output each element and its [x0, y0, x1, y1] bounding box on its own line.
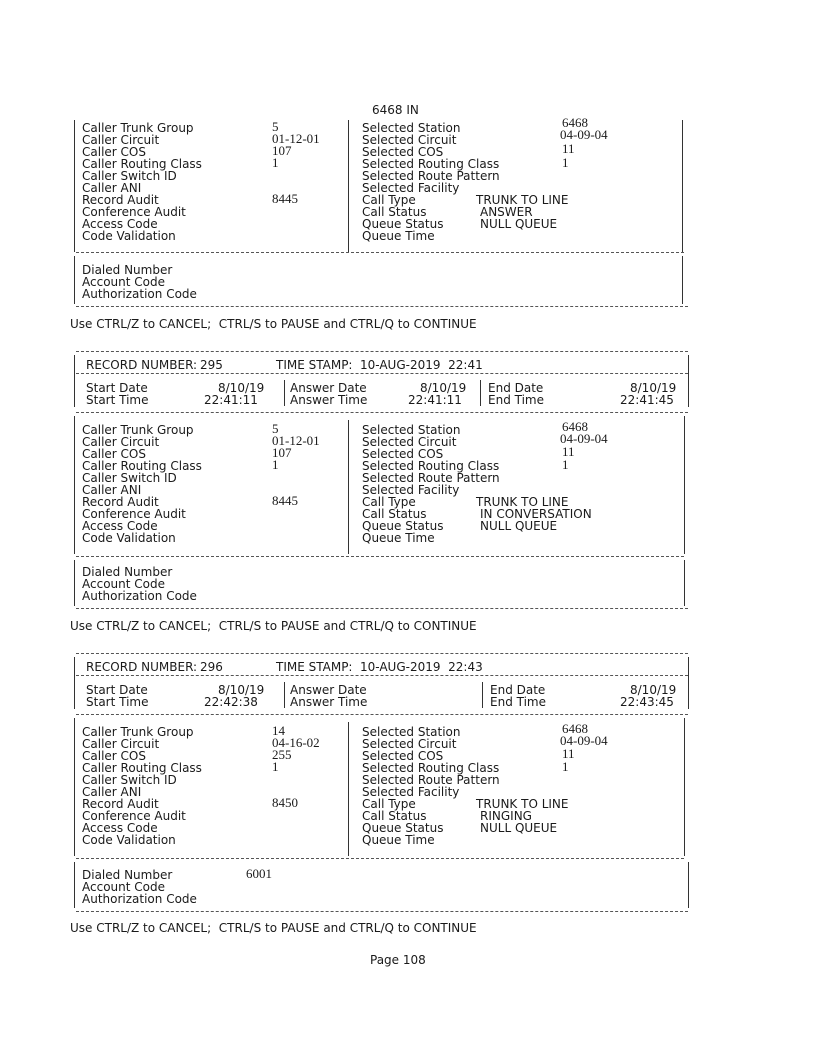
caller-circuit-value: 01-12-01: [272, 131, 320, 146]
end-time-label: End Time: [488, 393, 544, 407]
queue-status-value: NULL QUEUE: [480, 217, 558, 231]
left-border: [74, 657, 75, 709]
right-border: [684, 416, 685, 554]
section-divider: [76, 911, 688, 912]
selected-circuit-label: Selected Circuit: [362, 133, 457, 147]
selected-cos-value: 11: [562, 444, 575, 459]
time-stamp-value: 10-AUG-2019 22:43: [360, 660, 483, 674]
start-time-label: Start Time: [86, 695, 149, 709]
authorization-code-label: Authorization Code: [82, 892, 197, 906]
call-type-value: TRUNK TO LINE: [476, 797, 569, 811]
authorization-code-label: Authorization Code: [82, 589, 197, 603]
selected-station-value: 6468: [562, 721, 588, 736]
record-top-text: 6468 IN: [372, 103, 419, 117]
section-divider: [76, 858, 684, 859]
start-date-label: Start Date: [86, 381, 148, 395]
selected-circuit-value: 04-09-04: [560, 733, 608, 748]
end-date-value: 8/10/19: [630, 381, 677, 395]
column-divider: [284, 380, 285, 406]
caller-routing-class-label: Caller Routing Class: [82, 761, 202, 775]
caller-trunk-group-value: 5: [272, 119, 279, 134]
call-status-value: IN CONVERSATION: [480, 507, 592, 521]
call-type-value: TRUNK TO LINE: [476, 495, 569, 509]
queue-time-label: Queue Time: [362, 229, 435, 243]
left-border: [74, 560, 75, 606]
call-type-label: Call Type: [362, 193, 416, 207]
right-border: [682, 120, 683, 252]
end-time-label: End Time: [490, 695, 546, 709]
keyboard-hint: Use CTRL/Z to CANCEL; CTRL/S to PAUSE and CTRL/Q to CONTINUE: [70, 317, 477, 331]
caller-cos-value: 107: [272, 143, 292, 158]
section-divider: [76, 252, 684, 253]
caller-cos-value: 107: [272, 445, 292, 460]
record-number-value: 295: [200, 358, 223, 372]
selected-facility-label: Selected Facility: [362, 785, 460, 799]
dialed-number-label: Dialed Number: [82, 565, 173, 579]
section-divider: [76, 608, 688, 609]
caller-routing-class-value: 1: [272, 155, 279, 170]
left-border: [74, 355, 75, 407]
selected-route-pattern-label: Selected Route Pattern: [362, 471, 500, 485]
selected-routing-class-label: Selected Routing Class: [362, 459, 500, 473]
caller-trunk-group-label: Caller Trunk Group: [82, 725, 194, 739]
caller-switch-id-label: Caller Switch ID: [82, 471, 177, 485]
column-divider: [284, 682, 285, 708]
selected-station-label: Selected Station: [362, 725, 461, 739]
section-divider: [76, 653, 688, 654]
record-audit-value: 8445: [272, 191, 298, 206]
dialed-number-label: Dialed Number: [82, 263, 173, 277]
end-time-value: 22:41:45: [620, 393, 674, 407]
call-type-value: TRUNK TO LINE: [476, 193, 569, 207]
answer-time-label: Answer Time: [290, 393, 368, 407]
account-code-label: Account Code: [82, 275, 165, 289]
code-validation-label: Code Validation: [82, 229, 176, 243]
page-number: Page 108: [370, 953, 426, 967]
selected-station-label: Selected Station: [362, 423, 461, 437]
code-validation-label: Code Validation: [82, 531, 176, 545]
time-stamp-value: 10-AUG-2019 22:41: [360, 358, 483, 372]
caller-circuit-label: Caller Circuit: [82, 737, 160, 751]
start-date-value: 8/10/19: [218, 381, 265, 395]
caller-cos-value: 255: [272, 747, 292, 762]
caller-switch-id-label: Caller Switch ID: [82, 169, 177, 183]
access-code-label: Access Code: [82, 519, 158, 533]
dialed-number-label: Dialed Number: [82, 868, 173, 882]
selected-route-pattern-label: Selected Route Pattern: [362, 773, 500, 787]
queue-status-value: NULL QUEUE: [480, 519, 558, 533]
start-time-label: Start Time: [86, 393, 149, 407]
selected-cos-value: 11: [562, 746, 575, 761]
left-border: [74, 120, 75, 252]
caller-ani-label: Caller ANI: [82, 483, 142, 497]
keyboard-hint: Use CTRL/Z to CANCEL; CTRL/S to PAUSE and CTRL/Q to CONTINUE: [70, 921, 477, 935]
queue-status-value: NULL QUEUE: [480, 821, 558, 835]
left-border: [74, 256, 75, 304]
answer-time-label: Answer Time: [290, 695, 368, 709]
caller-trunk-group-value: 5: [272, 421, 279, 436]
queue-status-label: Queue Status: [362, 821, 444, 835]
account-code-label: Account Code: [82, 577, 165, 591]
caller-circuit-label: Caller Circuit: [82, 435, 160, 449]
selected-facility-label: Selected Facility: [362, 483, 460, 497]
selected-route-pattern-label: Selected Route Pattern: [362, 169, 500, 183]
answer-date-value: 8/10/19: [420, 381, 467, 395]
selected-station-label: Selected Station: [362, 121, 461, 135]
caller-trunk-group-label: Caller Trunk Group: [82, 121, 194, 135]
caller-cos-label: Caller COS: [82, 145, 146, 159]
caller-ani-label: Caller ANI: [82, 785, 142, 799]
start-time-value: 22:42:38: [204, 695, 258, 709]
call-status-value: RINGING: [480, 809, 532, 823]
caller-routing-class-value: 1: [272, 457, 279, 472]
selected-routing-class-label: Selected Routing Class: [362, 761, 500, 775]
section-divider: [76, 412, 688, 413]
queue-status-label: Queue Status: [362, 519, 444, 533]
column-divider: [480, 380, 481, 406]
caller-trunk-group-value: 14: [272, 723, 285, 738]
code-validation-label: Code Validation: [82, 833, 176, 847]
selected-routing-class-value: 1: [562, 155, 569, 170]
call-status-label: Call Status: [362, 809, 427, 823]
answer-date-label: Answer Date: [290, 381, 367, 395]
section-divider: [76, 714, 688, 715]
start-date-value: 8/10/19: [218, 683, 265, 697]
queue-time-label: Queue Time: [362, 531, 435, 545]
time-stamp-label: TIME STAMP:: [276, 660, 353, 674]
caller-routing-class-value: 1: [272, 759, 279, 774]
conference-audit-label: Conference Audit: [82, 507, 186, 521]
caller-trunk-group-label: Caller Trunk Group: [82, 423, 194, 437]
right-border: [682, 256, 683, 304]
left-border: [74, 416, 75, 554]
column-divider: [348, 420, 349, 554]
right-border: [688, 657, 689, 709]
right-border: [688, 862, 689, 908]
column-divider: [348, 120, 349, 252]
record-number-value: 296: [200, 660, 223, 674]
record-audit-label: Record Audit: [82, 797, 159, 811]
left-border: [74, 718, 75, 856]
selected-circuit-label: Selected Circuit: [362, 435, 457, 449]
right-border: [684, 718, 685, 856]
call-type-label: Call Type: [362, 797, 416, 811]
selected-routing-class-label: Selected Routing Class: [362, 157, 500, 171]
answer-time-value: 22:41:11: [408, 393, 462, 407]
call-type-label: Call Type: [362, 495, 416, 509]
answer-date-label: Answer Date: [290, 683, 367, 697]
section-divider: [76, 556, 684, 557]
queue-time-label: Queue Time: [362, 833, 435, 847]
authorization-code-label: Authorization Code: [82, 287, 197, 301]
caller-cos-label: Caller COS: [82, 749, 146, 763]
record-number-label: RECORD NUMBER:: [86, 358, 198, 372]
selected-cos-label: Selected COS: [362, 447, 444, 461]
column-divider: [482, 682, 483, 708]
access-code-label: Access Code: [82, 217, 158, 231]
conference-audit-label: Conference Audit: [82, 809, 186, 823]
record-audit-label: Record Audit: [82, 193, 159, 207]
section-divider: [76, 373, 688, 374]
right-border: [684, 560, 685, 606]
record-audit-value: 8445: [272, 493, 298, 508]
caller-circuit-label: Caller Circuit: [82, 133, 160, 147]
selected-station-value: 6468: [562, 115, 588, 130]
record-audit-label: Record Audit: [82, 495, 159, 509]
start-date-label: Start Date: [86, 683, 148, 697]
call-status-value: ANSWER: [480, 205, 533, 219]
call-status-label: Call Status: [362, 507, 427, 521]
caller-circuit-value: 04-16-02: [272, 735, 320, 750]
start-time-value: 22:41:11: [204, 393, 258, 407]
selected-station-value: 6468: [562, 419, 588, 434]
section-divider: [76, 306, 688, 307]
end-time-value: 22:43:45: [620, 695, 674, 709]
caller-circuit-value: 01-12-01: [272, 433, 320, 448]
caller-routing-class-label: Caller Routing Class: [82, 157, 202, 171]
right-border: [688, 355, 689, 407]
selected-facility-label: Selected Facility: [362, 181, 460, 195]
time-stamp-label: TIME STAMP:: [276, 358, 353, 372]
selected-cos-label: Selected COS: [362, 749, 444, 763]
queue-status-label: Queue Status: [362, 217, 444, 231]
end-date-label: End Date: [488, 381, 544, 395]
dialed-number-value: 6001: [246, 866, 272, 881]
call-status-label: Call Status: [362, 205, 427, 219]
caller-ani-label: Caller ANI: [82, 181, 142, 195]
caller-switch-id-label: Caller Switch ID: [82, 773, 177, 787]
account-code-label: Account Code: [82, 880, 165, 894]
access-code-label: Access Code: [82, 821, 158, 835]
record-number-label: RECORD NUMBER:: [86, 660, 198, 674]
column-divider: [348, 722, 349, 856]
section-divider: [76, 675, 688, 676]
section-divider: [76, 351, 688, 352]
record-audit-value: 8450: [272, 795, 298, 810]
selected-routing-class-value: 1: [562, 457, 569, 472]
selected-cos-value: 11: [562, 141, 575, 156]
selected-circuit-label: Selected Circuit: [362, 737, 457, 751]
selected-circuit-value: 04-09-04: [560, 431, 608, 446]
end-date-value: 8/10/19: [630, 683, 677, 697]
left-border: [74, 862, 75, 908]
conference-audit-label: Conference Audit: [82, 205, 186, 219]
selected-cos-label: Selected COS: [362, 145, 444, 159]
caller-routing-class-label: Caller Routing Class: [82, 459, 202, 473]
selected-circuit-value: 04-09-04: [560, 127, 608, 142]
selected-routing-class-value: 1: [562, 759, 569, 774]
end-date-label: End Date: [490, 683, 546, 697]
caller-cos-label: Caller COS: [82, 447, 146, 461]
keyboard-hint: Use CTRL/Z to CANCEL; CTRL/S to PAUSE and CTRL/Q to CONTINUE: [70, 619, 477, 633]
